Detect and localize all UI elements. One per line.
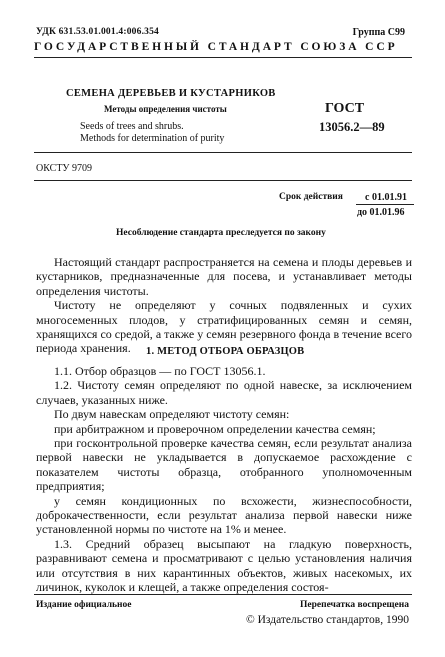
validity-label: Срок действия (279, 192, 343, 202)
validity-to: до 01.01.96 (357, 207, 405, 218)
intro-paragraph: Чистоту не определяют у сочных подвяленных и сухих многосеменных плодов, у стратифицированных семян и семян, хранящихся со средой, а также у семян резервного фонда в течение всего периода хранения. (36, 298, 412, 356)
intro-paragraph: Настоящий стандарт распространяется на семена и плоды деревьев и кустарников, предназначенные для посева, и устанавливает методы определения чистоты. (36, 255, 412, 298)
gost-label: ГОСТ (325, 101, 365, 116)
legal-notice: Несоблюдение стандарта преследуется по закону (116, 228, 326, 238)
udk-code: УДК 631.53.01.001.4:006.354 (36, 27, 159, 37)
section-paragraph: у семян кондиционных по всхожести, жизнеспособности, доброкачественности, если результат анализа первой навески ниже установленной нормы по чистоте на 1% и менее. (36, 493, 412, 537)
standard-banner: ГОСУДАРСТВЕННЫЙ СТАНДАРТ СОЮЗА ССР (34, 41, 398, 53)
okstu-code: ОКСТУ 9709 (36, 163, 93, 174)
english-title-line-2: Methods for determination of purity (80, 133, 225, 144)
okstu-rule (34, 180, 412, 181)
section-heading: 1. МЕТОД ОТБОРА ОБРАЗЦОВ (146, 346, 305, 357)
section-paragraph: 1.3. Средний образец высыпают на гладкую поверхность, разравнивают семена и просматривают с целью установления наличия или отсутствия в них карантинных объектов, живых насекомых, их личинок, куколок и клещей, а также определения состоя- (36, 536, 412, 595)
footer-rule (34, 594, 412, 595)
english-title-line-1: Seeds of trees and shrubs. (80, 121, 184, 132)
copyright-notice: © Издательство стандартов, 1990 (245, 614, 409, 626)
section-paragraph: 1.2. Чистоту семян определяют по одной навеске, за исключением случаев, указанных ниже. (36, 378, 412, 407)
validity-divider (356, 204, 414, 205)
section-paragraph: при госконтрольной проверке качества семян, если результат анализа первой навески не укладывается в допускаемое расхождение с показателем чистоты образца, отобранного уполномоченным предприятия; (36, 436, 412, 494)
section-text (36, 364, 412, 595)
reprint-notice: Перепечатка воспрещена (299, 600, 409, 610)
validity-from: с 01.01.91 (365, 192, 407, 203)
section-paragraph: при арбитражном и проверочном определении качества семян; (54, 421, 376, 436)
document-title: СЕМЕНА ДЕРЕВЬЕВ И КУСТАРНИКОВ (66, 88, 276, 99)
title-rule (34, 152, 412, 153)
gost-number: 13056.2—89 (319, 120, 385, 134)
document-subtitle: Методы определения чистоты (104, 104, 227, 114)
section-paragraph: По двум навескам определяют чистоту семян: (54, 407, 290, 422)
intro-text (36, 255, 412, 356)
section-paragraph: 1.1. Отбор образцов — по ГОСТ 13056.1. (54, 364, 266, 378)
official-edition-label: Издание официальное (36, 600, 132, 610)
header-rule (34, 57, 412, 58)
group-code: Группа С99 (352, 27, 405, 38)
